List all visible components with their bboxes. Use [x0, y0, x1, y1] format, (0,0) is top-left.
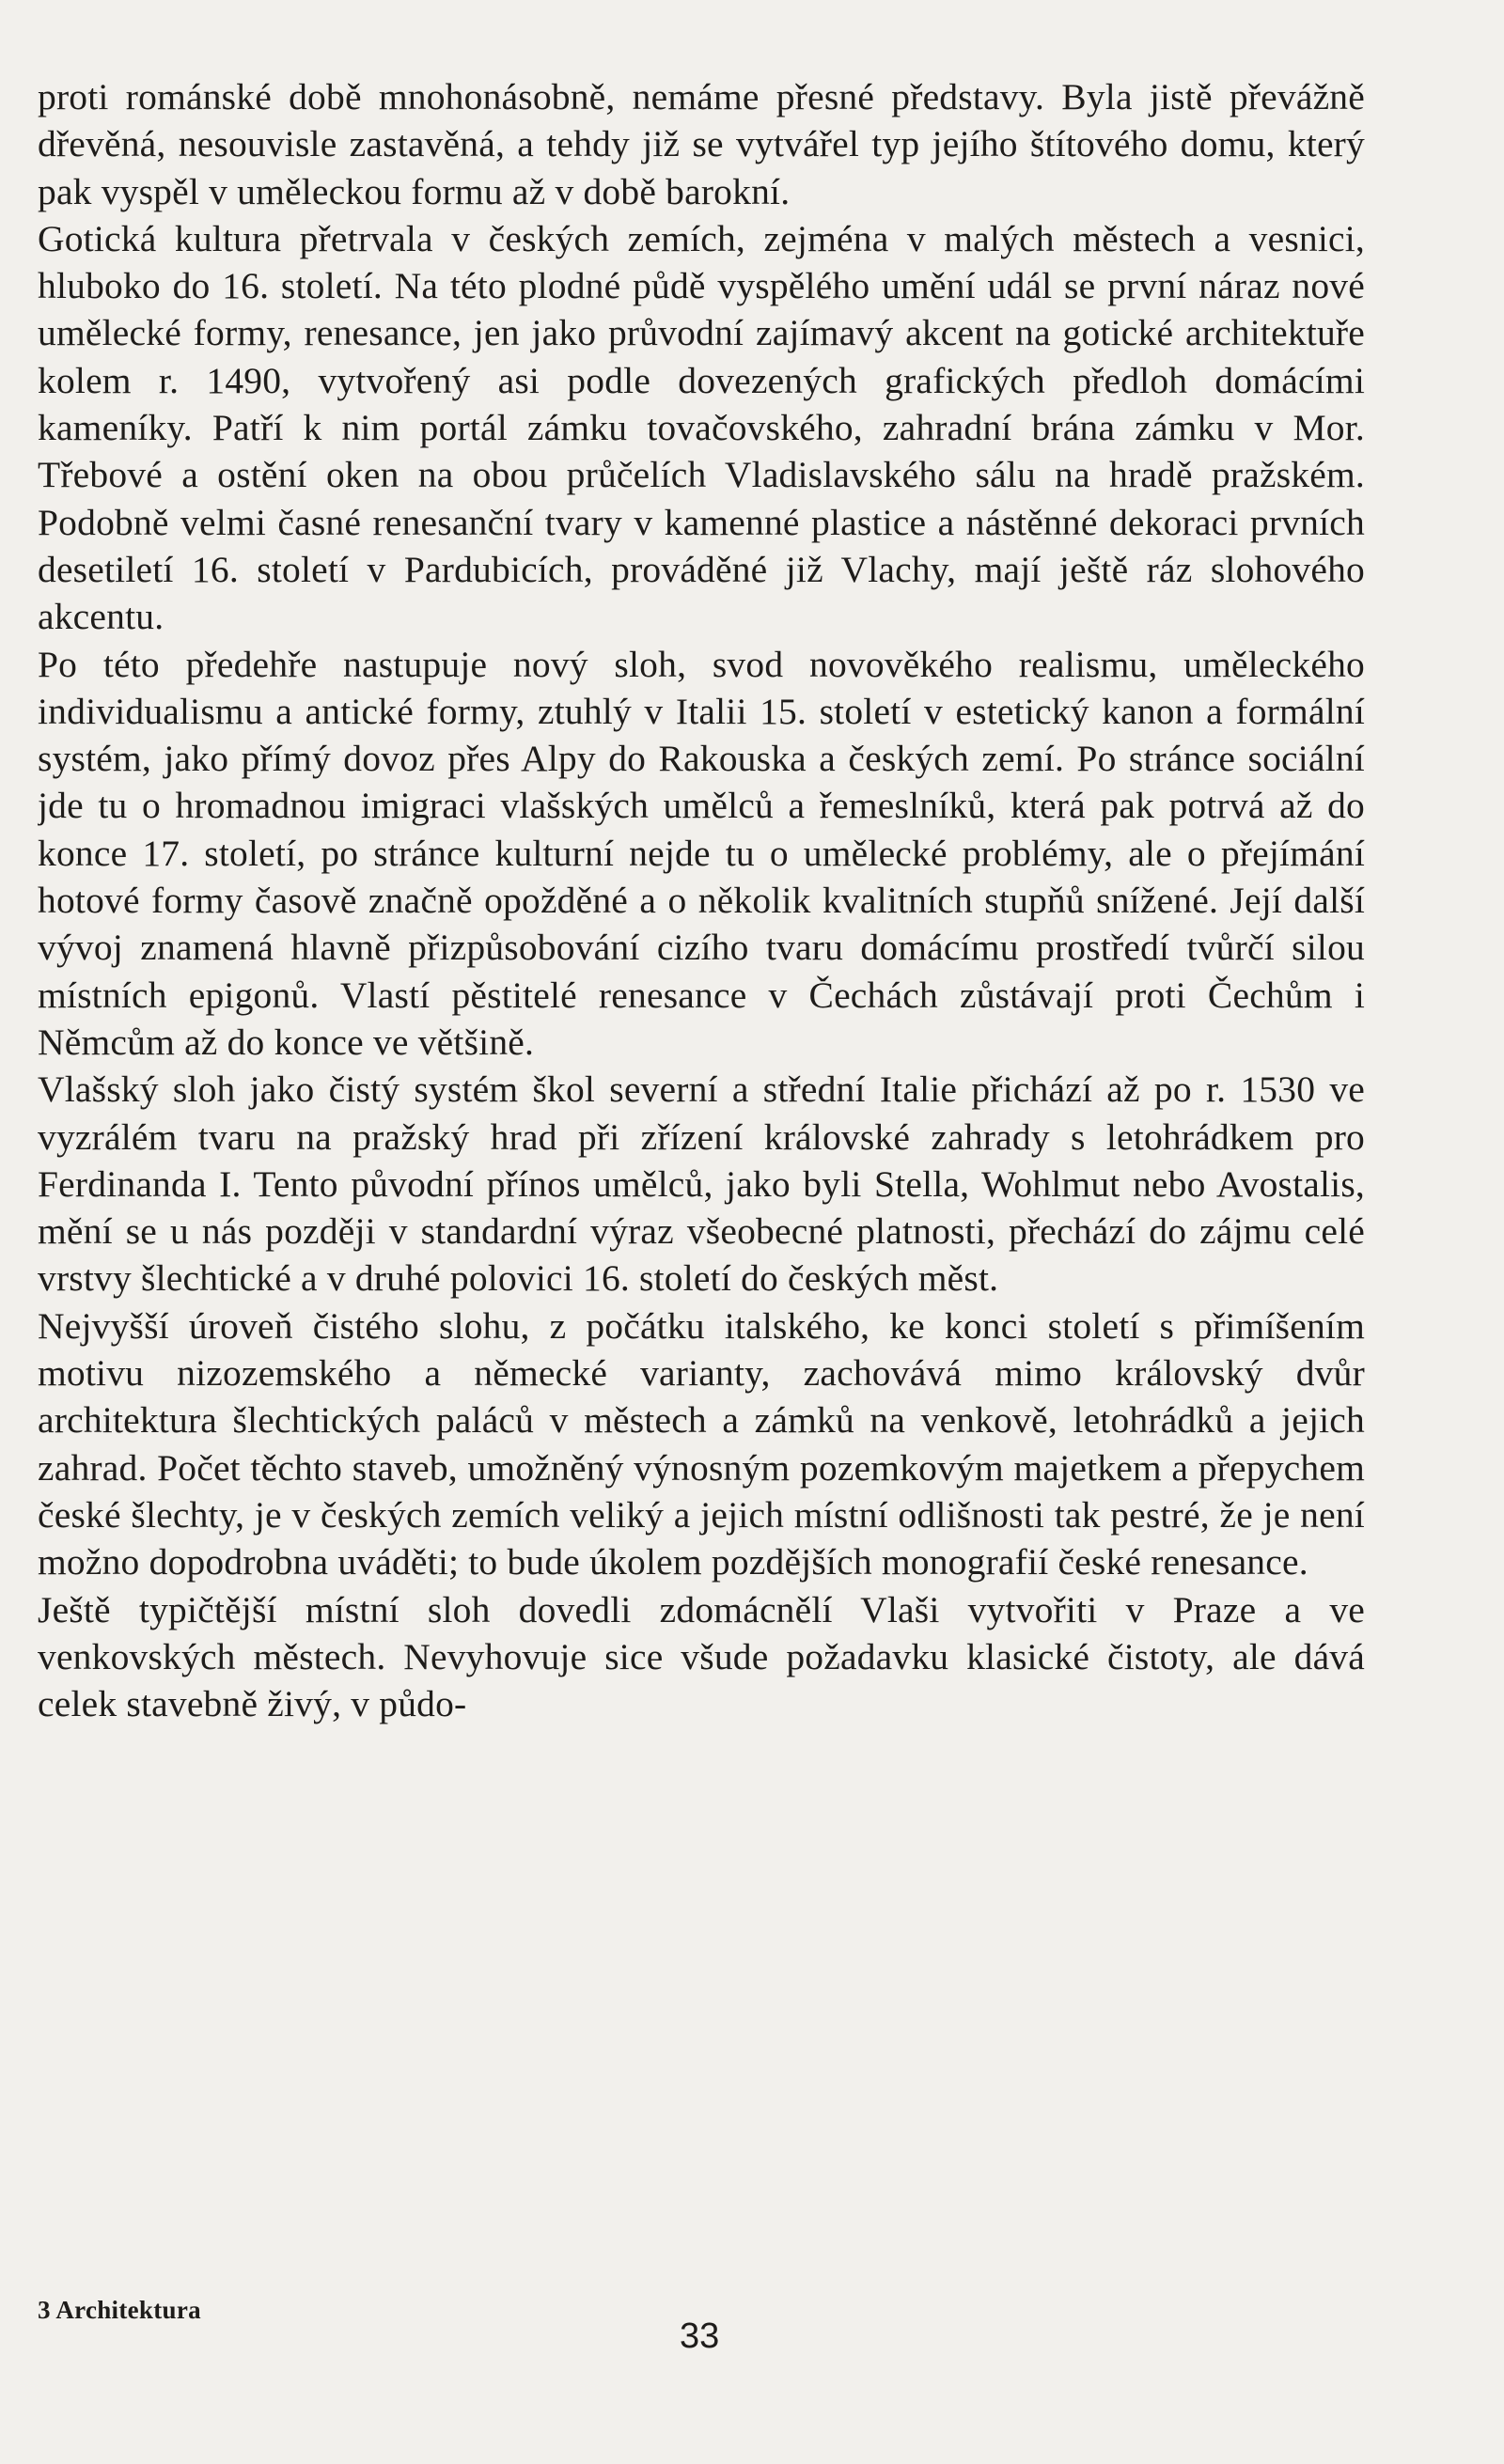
- paragraph-gothic-culture: Gotická kultura přetrvala v českých zemích, zejména v malých městech a vesnici, hluboko do 16. století. Na této plodné půdě vyspělého umění udál se první náraz nové umělecké formy, renesance, jen jako průvodní zajímavý akcent na gotické architektuře kolem r. 1490, vytvořený asi podle dovezených grafických předloh domácími kameníky. Patří k nim portál zámku tovačovského, zahradní brána zámku v Mor. Třebové a ostění oken na obou průčelích Vladislavského sálu na hradě pražském. Podobně velmi časné renesanční tvary v kamenné plastice a nástěnné dekoraci prvních desetiletí 16. století v Pardubicích, prováděné již Vlachy, mají ještě ráz slohového akcentu.: [38, 217, 1365, 638]
- paragraph-local-style: Ještě typičtější místní sloh dovedli zdomácnělí Vlaši vytvořiti v Praze a ve venkovských městech. Nevyhovuje sice všude požadavku klasické čistoty, ale dává celek stavebně živý, v půdo-: [38, 1588, 1365, 1725]
- page-body: [38, 73, 1365, 2329]
- footer-signature: 3 Architektura: [38, 2296, 201, 2324]
- paragraph-new-style: Po této předehře nastupuje nový sloh, svod novověkého realismu, uměleckého individualismu a antické formy, ztuhlý v Italii 15. století v estetický kanon a formální systém, jako přímý dovoz přes Alpy do Rakouska a českých zemí. Po stránce sociální jde tu o hromadnou imigraci vlašských umělců a řemeslníků, která pak potrvá až do konce 17. století, po stránce kulturní nejde tu o umělecké problémy, ale o přejímání hotové formy časově značně opožděné a o několik kvalitních stupňů snížené. Její další vývoj znamená hlavně přizpůsobování cizího tvaru domácímu prostředí tvůrčí silou místních epigonů. Vlastí pěstitelé renesance v Čechách zůstávají proti Čechům i Němcům až do konce ve většině.: [38, 643, 1365, 1063]
- paragraph-intro: proti románské době mnohonásobně, nemáme přesné představy. Byla jistě převážně dřevěná, nesouvisle zastavěná, a tehdy již se vytvářel typ jejího štítového domu, který pak vyspěl v uměleckou formu až v době barokní.: [38, 76, 1365, 212]
- page-number: 33: [680, 2316, 720, 2356]
- paragraph-highest-level: Nejvyšší úroveň čistého slohu, z počátku italského, ke konci století s přimíšením motivu nizozemského a německé varianty, zachovává mimo královský dvůr architektura šlechtických paláců v městech a zámků na venkově, letohrádků a jejich zahrad. Počet těchto staveb, umožněný výnosným pozemkovým majetkem a přepychem české šlechty, je v českých zemích veliký a jejich místní odlišnosti tak pestré, že je není možno dopodrobna uváděti; to bude úkolem pozdějších monografií české renesance.: [38, 1304, 1365, 1583]
- paragraph-italian-style: Vlašský sloh jako čistý systém škol severní a střední Italie přichází až po r. 1530 ve vyzrálém tvaru na pražský hrad při zřízení královské zahrady s letohrádkem pro Ferdinanda I. Tento původní přínos umělců, jako byli Stella, Wohlmut nebo Avostalis, mění se u nás později v standardní výraz všeobecné platnosti, přechází do zájmu celé vrstvy šlechtické a v druhé polovici 16. století do českých měst.: [38, 1068, 1365, 1300]
